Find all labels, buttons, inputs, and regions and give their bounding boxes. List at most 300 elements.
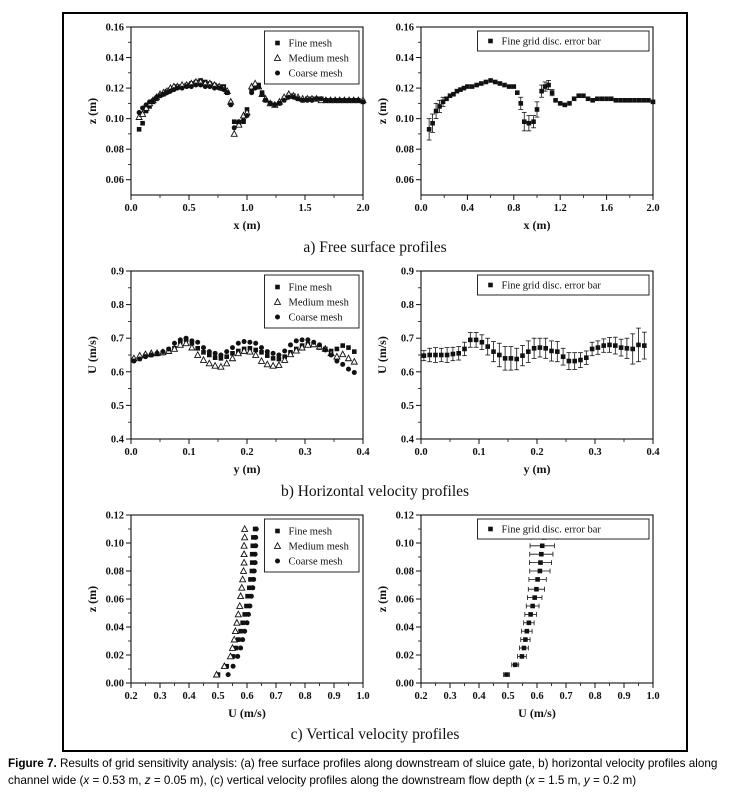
filled-square-marker [609, 96, 614, 101]
filled-circle-marker [245, 620, 250, 625]
filled-circle-marker [333, 98, 338, 103]
filled-circle-marker [275, 314, 280, 319]
svg-text:1.5: 1.5 [298, 203, 312, 214]
svg-text:0.14: 0.14 [395, 53, 414, 65]
filled-square-marker [549, 349, 554, 354]
filled-square-marker [522, 645, 527, 650]
filled-circle-marker [265, 349, 270, 354]
open-triangle-marker [231, 131, 237, 137]
filled-circle-marker [232, 125, 237, 130]
svg-text:1.0: 1.0 [240, 203, 254, 214]
filled-square-marker [352, 349, 357, 354]
svg-text:0.4: 0.4 [356, 446, 370, 458]
filled-square-marker [340, 343, 345, 348]
filled-square-marker [259, 350, 264, 355]
filled-circle-marker [294, 338, 299, 343]
legend-label: Medium mesh [288, 297, 349, 309]
filled-circle-marker [225, 90, 230, 95]
filled-circle-marker [296, 96, 301, 101]
open-triangle-marker [241, 568, 247, 574]
filled-circle-marker [149, 352, 154, 357]
filled-circle-marker [184, 336, 189, 341]
svg-text:0.0: 0.0 [414, 446, 428, 458]
filled-square-marker [535, 107, 540, 112]
filled-circle-marker [260, 92, 265, 97]
filled-circle-marker [247, 603, 252, 608]
legend [265, 275, 360, 328]
filled-circle-marker [193, 83, 198, 88]
open-triangle-marker [241, 551, 247, 557]
filled-circle-marker [251, 577, 256, 582]
filled-circle-marker [217, 86, 222, 91]
filled-square-marker [520, 353, 525, 358]
filled-square-marker [567, 101, 572, 106]
filled-square-marker [531, 119, 536, 124]
svg-text:0.8: 0.8 [588, 690, 602, 702]
filled-square-marker [507, 84, 512, 89]
filled-circle-marker [272, 102, 277, 107]
open-triangle-marker [239, 584, 245, 590]
filled-square-marker [618, 98, 623, 103]
filled-circle-marker [189, 338, 194, 343]
svg-text:0.2: 0.2 [124, 690, 138, 702]
legend-label: Coarse mesh [288, 312, 343, 324]
open-triangle-marker [201, 357, 207, 363]
chart-row-vertical-velocity [64, 505, 686, 723]
svg-text:0.10: 0.10 [395, 538, 414, 550]
legend-label: Fine grid disc. error bar [501, 524, 601, 536]
svg-text:0.0: 0.0 [414, 203, 428, 214]
svg-text:0.06: 0.06 [105, 594, 124, 606]
open-triangle-marker [212, 362, 218, 368]
filled-square-marker [623, 98, 628, 103]
filled-square-marker [422, 353, 427, 358]
filled-square-marker [534, 587, 539, 592]
y-axis-label: z (m) [375, 585, 389, 612]
filled-square-marker [456, 351, 461, 356]
filled-circle-marker [235, 654, 240, 659]
svg-text:0.2: 0.2 [414, 690, 428, 702]
svg-text:0.6: 0.6 [400, 367, 414, 379]
filled-square-marker [522, 119, 527, 124]
filled-circle-marker [252, 568, 257, 573]
filled-square-marker [642, 343, 647, 348]
filled-square-marker [528, 612, 533, 617]
filled-circle-marker [137, 110, 142, 115]
filled-square-marker [607, 342, 612, 347]
legend [265, 519, 360, 572]
filled-circle-marker [245, 113, 250, 118]
filled-square-marker [502, 83, 507, 88]
svg-text:0.9: 0.9 [617, 690, 631, 702]
filled-square-marker [525, 629, 530, 634]
filled-circle-marker [253, 560, 258, 565]
svg-text:0.4: 0.4 [472, 690, 486, 702]
svg-text:0.10: 0.10 [105, 114, 124, 126]
filled-circle-marker [288, 342, 293, 347]
svg-text:0.12: 0.12 [395, 510, 414, 522]
filled-square-marker [538, 560, 543, 565]
svg-text:0.7: 0.7 [269, 690, 283, 702]
filled-square-marker [628, 98, 633, 103]
filled-circle-marker [203, 84, 208, 89]
filled-circle-marker [347, 98, 352, 103]
open-triangle-marker [276, 362, 282, 368]
chart-free-surface-mesh [85, 17, 375, 235]
filled-square-marker [604, 96, 609, 101]
filled-circle-marker [253, 551, 258, 556]
filled-square-marker [439, 353, 444, 358]
filled-square-marker [596, 345, 601, 350]
filled-circle-marker [212, 86, 217, 91]
series-medium-mesh [136, 79, 366, 137]
filled-square-marker [271, 356, 276, 361]
open-triangle-marker [241, 559, 247, 565]
legend [478, 275, 650, 295]
svg-text:0.7: 0.7 [110, 333, 124, 345]
filled-circle-marker [218, 352, 223, 357]
open-triangle-marker [206, 360, 212, 366]
filled-square-marker [470, 84, 475, 89]
filled-square-marker [465, 84, 470, 89]
filled-circle-marker [309, 98, 314, 103]
filled-circle-marker [300, 98, 305, 103]
figure-caption-text: Results of grid sensitivity analysis: (a) free surface profiles along downstream of sluice gate, b) horizontal velocity profiles along channel wide (x = 0.53 m, z = 0.05 m), (c) vertical velocity profiles along the downstream flow depth (x = 1.5 m, y = 0.2 m) [8, 757, 718, 787]
filled-square-marker [480, 340, 485, 345]
chart-free-surface-error-bar [375, 17, 665, 235]
filled-circle-marker [282, 98, 287, 103]
filled-square-marker [532, 346, 537, 351]
filled-circle-marker [346, 366, 351, 371]
filled-square-marker [491, 349, 496, 354]
filled-square-marker [651, 100, 656, 105]
filled-circle-marker [228, 102, 233, 107]
filled-circle-marker [131, 358, 136, 363]
filled-square-marker [514, 357, 519, 362]
svg-text:0.1: 0.1 [182, 446, 196, 458]
filled-square-marker [474, 83, 479, 88]
open-triangle-marker [346, 355, 352, 361]
filled-circle-marker [155, 351, 160, 356]
filled-circle-marker [195, 340, 200, 345]
filled-circle-marker [226, 672, 231, 677]
filled-circle-marker [319, 96, 324, 101]
figure-frame [62, 12, 688, 752]
filled-circle-marker [240, 637, 245, 642]
svg-text:0.4: 0.4 [400, 434, 414, 446]
open-triangle-marker [259, 358, 265, 364]
filled-circle-marker [207, 84, 212, 89]
filled-square-marker [213, 355, 218, 360]
svg-text:0.08: 0.08 [395, 144, 414, 156]
filled-square-marker [535, 577, 540, 582]
filled-square-marker [558, 101, 563, 106]
filled-circle-marker [263, 98, 268, 103]
filled-square-marker [488, 283, 493, 288]
filled-square-marker [636, 342, 641, 347]
series-fine-grid-disc-error-bar [422, 328, 647, 370]
filled-circle-marker [259, 345, 264, 350]
filled-square-marker [637, 98, 642, 103]
filled-square-marker [576, 93, 581, 98]
open-triangle-marker [235, 611, 241, 617]
row-caption-a: a) Free surface profiles [303, 238, 447, 256]
filled-square-marker [509, 356, 514, 361]
filled-circle-marker [242, 339, 247, 344]
filled-circle-marker [328, 98, 333, 103]
legend-label: Medium mesh [288, 53, 349, 65]
filled-square-marker [572, 96, 577, 101]
chart-row-free-surface [64, 17, 686, 235]
svg-text:0.4: 0.4 [110, 434, 124, 446]
legend-label: Fine grid disc. error bar [501, 280, 601, 292]
filled-circle-marker [277, 101, 282, 106]
chart-vertical-velocity-mesh [85, 505, 375, 723]
filled-circle-marker [275, 558, 280, 563]
open-triangle-marker [224, 360, 230, 366]
filled-circle-marker [231, 663, 236, 668]
filled-square-marker [530, 603, 535, 608]
filled-circle-marker [246, 612, 251, 617]
filled-circle-marker [254, 526, 259, 531]
y-axis-label: z (m) [85, 97, 99, 125]
filled-square-marker [526, 349, 531, 354]
filled-circle-marker [184, 84, 189, 89]
filled-square-marker [595, 96, 600, 101]
open-triangle-marker [238, 593, 244, 599]
series-medium-mesh [214, 526, 248, 677]
svg-text:0.14: 0.14 [105, 53, 124, 65]
x-axis-label: U (m/s) [228, 705, 266, 720]
open-triangle-marker [240, 576, 246, 582]
filled-square-marker [586, 96, 591, 101]
filled-square-marker [232, 119, 237, 124]
filled-circle-marker [172, 341, 177, 346]
svg-text:0.3: 0.3 [298, 446, 312, 458]
filled-square-marker [601, 343, 606, 348]
filled-square-marker [275, 41, 280, 46]
svg-text:0.06: 0.06 [105, 175, 124, 187]
legend-label: Coarse mesh [288, 556, 343, 568]
filled-circle-marker [178, 337, 183, 342]
filled-circle-marker [249, 593, 254, 598]
svg-text:0.16: 0.16 [395, 22, 414, 34]
svg-text:1.2: 1.2 [553, 203, 567, 214]
svg-text:1.0: 1.0 [646, 690, 660, 702]
filled-square-marker [584, 355, 589, 360]
filled-circle-marker [241, 118, 246, 123]
filled-circle-marker [286, 95, 291, 100]
filled-circle-marker [282, 348, 287, 353]
filled-circle-marker [329, 352, 334, 357]
open-triangle-marker [264, 361, 270, 367]
filled-circle-marker [137, 356, 142, 361]
filled-circle-marker [224, 349, 229, 354]
filled-square-marker [532, 595, 537, 600]
svg-text:0.1: 0.1 [472, 446, 486, 458]
svg-text:0.3: 0.3 [588, 446, 602, 458]
open-triangle-marker [242, 534, 248, 540]
filled-square-marker [527, 121, 532, 126]
svg-text:0.12: 0.12 [105, 83, 124, 95]
filled-square-marker [578, 358, 583, 363]
series-medium-mesh [131, 340, 357, 369]
filled-square-marker [346, 345, 351, 350]
open-triangle-marker [270, 362, 276, 368]
filled-circle-marker [361, 99, 366, 104]
svg-text:0.04: 0.04 [395, 622, 414, 634]
filled-square-marker [550, 90, 555, 95]
svg-text:0.0: 0.0 [124, 203, 138, 214]
legend [478, 519, 650, 539]
filled-square-marker [462, 347, 467, 352]
svg-text:0.08: 0.08 [105, 144, 124, 156]
svg-text:0.2: 0.2 [530, 446, 544, 458]
filled-square-marker [600, 96, 605, 101]
svg-text:0.10: 0.10 [395, 114, 414, 126]
y-axis-label: U (m/s) [375, 336, 389, 374]
svg-text:0.5: 0.5 [400, 400, 414, 412]
open-triangle-marker [351, 358, 357, 364]
svg-text:0.4: 0.4 [182, 690, 196, 702]
filled-circle-marker [238, 645, 243, 650]
svg-text:0.8: 0.8 [400, 299, 414, 311]
filled-circle-marker [356, 98, 361, 103]
filled-square-marker [451, 352, 456, 357]
x-axis-label: U (m/s) [518, 705, 556, 720]
svg-text:0.9: 0.9 [400, 266, 414, 278]
filled-circle-marker [291, 95, 296, 100]
filled-square-marker [474, 337, 479, 342]
filled-square-marker [523, 637, 528, 642]
svg-text:0.5: 0.5 [501, 690, 515, 702]
legend-label: Medium mesh [288, 541, 349, 553]
legend [478, 31, 650, 51]
filled-square-marker [498, 81, 503, 86]
svg-text:0.08: 0.08 [395, 566, 414, 578]
filled-square-marker [646, 98, 651, 103]
filled-square-marker [567, 359, 572, 364]
filled-square-marker [240, 620, 245, 625]
filled-square-marker [630, 347, 635, 352]
open-triangle-marker [242, 526, 248, 532]
filled-square-marker [488, 78, 493, 83]
filled-circle-marker [323, 98, 328, 103]
filled-square-marker [433, 353, 438, 358]
filled-square-marker [641, 98, 646, 103]
filled-circle-marker [334, 358, 339, 363]
filled-square-marker [538, 345, 543, 350]
filled-square-marker [539, 552, 544, 557]
filled-square-marker [546, 83, 551, 88]
svg-text:0.0: 0.0 [124, 446, 138, 458]
filled-circle-marker [180, 86, 185, 91]
svg-text:2.0: 2.0 [646, 203, 660, 214]
filled-circle-marker [143, 354, 148, 359]
open-triangle-marker [232, 628, 238, 634]
filled-circle-marker [247, 340, 252, 345]
svg-text:0.7: 0.7 [400, 333, 414, 345]
filled-square-marker [614, 98, 619, 103]
svg-text:0.04: 0.04 [105, 622, 124, 634]
filled-square-marker [275, 285, 280, 290]
svg-text:0.9: 0.9 [110, 266, 124, 278]
open-triangle-marker [218, 363, 224, 369]
filled-circle-marker [189, 84, 194, 89]
filled-square-marker [553, 98, 558, 103]
svg-text:1.6: 1.6 [600, 203, 614, 214]
filled-circle-marker [276, 352, 281, 357]
filled-circle-marker [352, 370, 357, 375]
filled-circle-marker [236, 119, 241, 124]
filled-square-marker [201, 350, 206, 355]
open-triangle-marker [237, 603, 243, 609]
filled-circle-marker [160, 349, 165, 354]
filled-square-marker [488, 39, 493, 44]
chart-vertical-velocity-error-bar [375, 505, 665, 723]
x-axis-label: x (m) [523, 218, 551, 232]
open-triangle-marker [234, 619, 240, 625]
svg-text:0.06: 0.06 [395, 175, 414, 187]
open-triangle-marker [253, 352, 259, 358]
open-triangle-marker [230, 355, 236, 361]
filled-square-marker [468, 337, 473, 342]
svg-text:0.2: 0.2 [240, 446, 254, 458]
filled-circle-marker [271, 351, 276, 356]
chart-horizontal-velocity-error-bar [375, 261, 665, 479]
filled-circle-marker [250, 585, 255, 590]
filled-square-marker [427, 127, 432, 132]
chart-horizontal-velocity-mesh [85, 261, 375, 479]
filled-circle-marker [213, 351, 218, 356]
filled-square-marker [540, 543, 545, 548]
filled-square-marker [538, 568, 543, 573]
svg-text:0.06: 0.06 [395, 594, 414, 606]
svg-text:0.9: 0.9 [327, 690, 341, 702]
filled-square-marker [581, 93, 586, 98]
y-axis-label: z (m) [375, 97, 389, 125]
filled-square-marker [503, 356, 508, 361]
filled-square-marker [430, 121, 435, 126]
figure-caption [8, 756, 747, 790]
filled-square-marker [515, 90, 520, 95]
filled-square-marker [520, 654, 525, 659]
y-axis-label: U (m/s) [85, 336, 99, 374]
series-fine-grid-disc-error-bar [427, 78, 656, 140]
filled-circle-marker [311, 340, 316, 345]
filled-square-marker [619, 345, 624, 350]
filled-circle-marker [175, 86, 180, 91]
svg-text:0.02: 0.02 [395, 650, 414, 662]
svg-text:0.5: 0.5 [110, 400, 124, 412]
svg-text:0.8: 0.8 [298, 690, 312, 702]
svg-text:0.5: 0.5 [211, 690, 225, 702]
filled-circle-marker [314, 96, 319, 101]
row-caption-b: b) Horizontal velocity profiles [280, 482, 470, 500]
legend-label: Coarse mesh [288, 68, 343, 80]
filled-square-marker [137, 127, 142, 132]
filled-circle-marker [268, 101, 273, 106]
open-triangle-marker [241, 542, 247, 548]
filled-square-marker [427, 353, 432, 358]
filled-square-marker [632, 98, 637, 103]
svg-text:0.4: 0.4 [646, 446, 660, 458]
filled-square-marker [518, 101, 523, 106]
filled-circle-marker [317, 342, 322, 347]
filled-circle-marker [323, 347, 328, 352]
filled-square-marker [504, 672, 509, 677]
svg-text:0.5: 0.5 [182, 203, 196, 214]
